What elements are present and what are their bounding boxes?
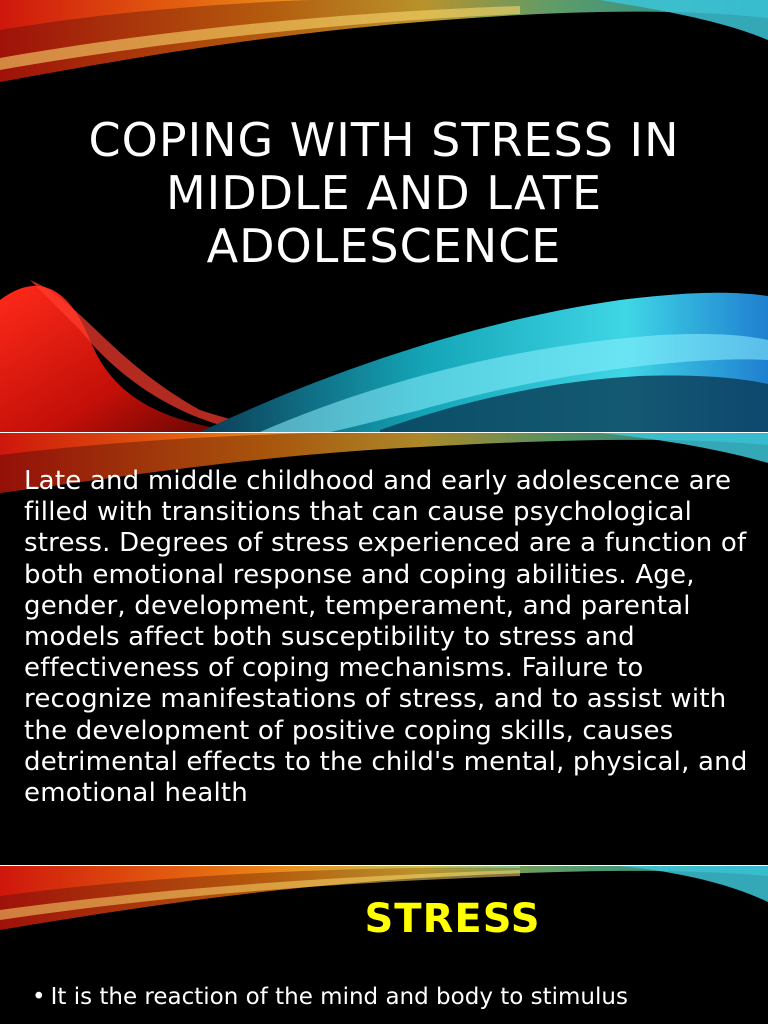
slide-title: COPING WITH STRESS IN MIDDLE AND LATE ADOLESCENCE xyxy=(88,113,680,273)
stress-slide xyxy=(0,866,768,1024)
section-heading: STRESS xyxy=(364,896,541,942)
bullet-text: It is the reaction of the mind and body to stimulus xyxy=(50,984,628,1010)
text-slide xyxy=(0,433,768,865)
body-paragraph: Late and middle childhood and early adolescence are filled with transitions that can cause psychological stress. Degrees of stress experienced are a function of both emotional response and coping abilities. Age, gender, development, temperament, and parental models affect both susceptibility to stress and effectiveness of coping mechanisms. Failure to recognize manifestations of stress, and to assist with the development of positive coping skills, causes detrimental effects to the child's mental, physical, and emotional health xyxy=(24,466,748,809)
bullet-marker: • xyxy=(32,984,46,1010)
bullet-item xyxy=(32,982,628,1012)
title-slide xyxy=(0,0,768,432)
